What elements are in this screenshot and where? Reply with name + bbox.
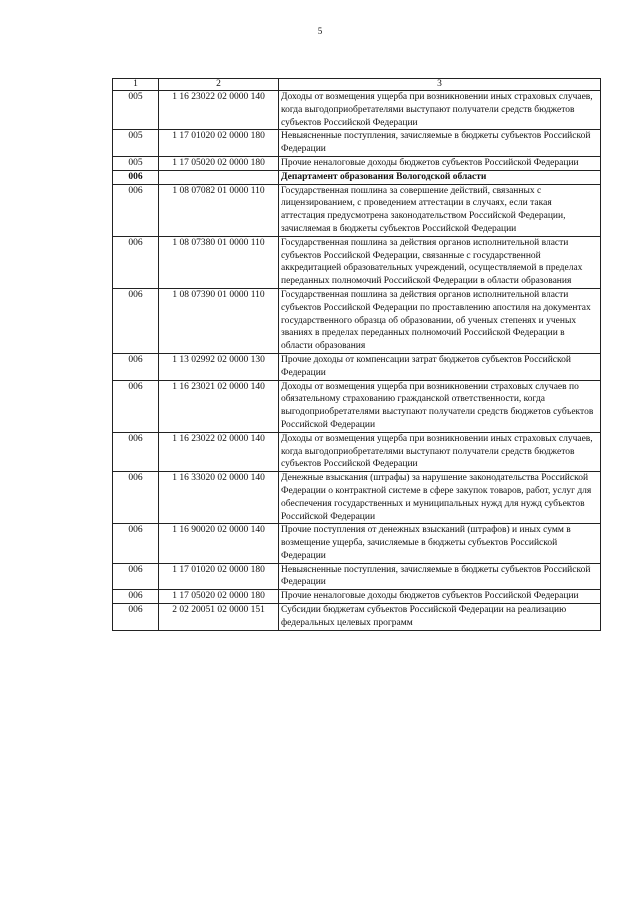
revenue-name-cell: Доходы от возмещения ущерба при возникновении иных страховых случаев, когда выгодоприобретателями выступают получатели средств бюджетов субъектов Российской Федерации	[279, 432, 601, 471]
budget-classification-code-cell: 1 16 23022 02 0000 140	[159, 91, 279, 130]
table-row	[113, 590, 601, 604]
revenue-name-cell: Денежные взыскания (штрафы) за нарушение законодательства Российской Федерации о контрактной системе в сфере закупок товаров, работ, услуг для обеспечения государственных и муниципальных нужд для нужд субъектов Российской Федерации	[279, 472, 601, 524]
revenue-name-cell: Государственная пошлина за действия органов исполнительной власти субъектов Российской Федерации, связанные с государственной аккредитацией образовательных учреждений, осуществляемой в пределах переданных полномочий Российской Федерации в области образования	[279, 236, 601, 288]
budget-classification-code-cell	[159, 170, 279, 184]
budget-classification-code-cell: 1 08 07380 01 0000 110	[159, 236, 279, 288]
table-row	[113, 380, 601, 432]
revenue-name-cell: Доходы от возмещения ущерба при возникновении иных страховых случаев, когда выгодоприобретателями выступают получатели средств бюджетов субъектов Российской Федерации	[279, 91, 601, 130]
budget-classification-code-cell: 1 17 05020 02 0000 180	[159, 156, 279, 170]
table-row	[113, 604, 601, 631]
budget-classification-code-cell: 1 16 23022 02 0000 140	[159, 432, 279, 471]
budget-classification-code-cell: 1 17 01020 02 0000 180	[159, 563, 279, 590]
table-row	[113, 524, 601, 563]
admin-code-cell: 006	[113, 380, 159, 432]
budget-classification-code-cell: 1 16 23021 02 0000 140	[159, 380, 279, 432]
budget-classification-code-cell: 1 16 33020 02 0000 140	[159, 472, 279, 524]
column-header-2: 2	[159, 79, 279, 91]
column-header-3: 3	[279, 79, 601, 91]
revenue-name-cell: Прочие доходы от компенсации затрат бюджетов субъектов Российской Федерации	[279, 353, 601, 380]
table-row	[113, 130, 601, 157]
table-row	[113, 156, 601, 170]
admin-code-cell: 006	[113, 432, 159, 471]
revenue-name-cell: Прочие поступления от денежных взысканий (штрафов) и иных сумм в возмещение ущерба, зачисляемые в бюджеты субъектов Российской Федерации	[279, 524, 601, 563]
budget-classification-code-cell: 1 13 02992 02 0000 130	[159, 353, 279, 380]
table-row	[113, 472, 601, 524]
admin-code-cell: 006	[113, 604, 159, 631]
admin-code-cell: 005	[113, 130, 159, 157]
admin-code-cell: 005	[113, 156, 159, 170]
table-row	[113, 184, 601, 236]
budget-classification-code-cell: 1 17 05020 02 0000 180	[159, 590, 279, 604]
admin-code-cell: 006	[113, 472, 159, 524]
admin-code-cell: 006	[113, 524, 159, 563]
table-row	[113, 353, 601, 380]
admin-code-cell: 006	[113, 170, 159, 184]
revenue-name-cell: Департамент образования Вологодской области	[279, 170, 601, 184]
column-header-1: 1	[113, 79, 159, 91]
revenue-name-cell: Невыясненные поступления, зачисляемые в бюджеты субъектов Российской Федерации	[279, 130, 601, 157]
budget-classification-code-cell: 2 02 20051 02 0000 151	[159, 604, 279, 631]
revenue-name-cell: Субсидии бюджетам субъектов Российской Федерации на реализацию федеральных целевых программ	[279, 604, 601, 631]
revenue-codes-table	[112, 78, 601, 631]
budget-classification-code-cell: 1 08 07082 01 0000 110	[159, 184, 279, 236]
admin-code-cell: 006	[113, 563, 159, 590]
admin-code-cell: 006	[113, 236, 159, 288]
table-row	[113, 563, 601, 590]
table-row	[113, 432, 601, 471]
revenue-name-cell: Государственная пошлина за совершение действий, связанных с лицензированием, с проведением аттестации в случаях, если такая аттестация предусмотрена законодательством Российской Федерации, зачисляемая в бюджеты субъектов Российской Федерации	[279, 184, 601, 236]
admin-code-cell: 006	[113, 353, 159, 380]
admin-code-cell: 006	[113, 288, 159, 353]
table-row	[113, 236, 601, 288]
department-heading-row	[113, 170, 601, 184]
budget-classification-code-cell: 1 16 90020 02 0000 140	[159, 524, 279, 563]
revenue-name-cell: Прочие неналоговые доходы бюджетов субъектов Российской Федерации	[279, 156, 601, 170]
admin-code-cell: 005	[113, 91, 159, 130]
budget-classification-code-cell: 1 08 07390 01 0000 110	[159, 288, 279, 353]
revenue-name-cell: Невыясненные поступления, зачисляемые в бюджеты субъектов Российской Федерации	[279, 563, 601, 590]
admin-code-cell: 006	[113, 184, 159, 236]
table-row	[113, 91, 601, 130]
revenue-name-cell: Прочие неналоговые доходы бюджетов субъектов Российской Федерации	[279, 590, 601, 604]
table-row	[113, 288, 601, 353]
revenue-name-cell: Государственная пошлина за действия органов исполнительной власти субъектов Российской Федерации по проставлению апостиля на документах государственного образца об образовании, об ученых степенях и ученых званиях в пределах переданных полномочий Российской Федерации в области образования	[279, 288, 601, 353]
revenue-name-cell: Доходы от возмещения ущерба при возникновении страховых случаев по обязательному страхованию гражданской ответственности, когда выгодоприобретателями выступают получатели средств бюджетов субъектов Российской Федерации	[279, 380, 601, 432]
page-number: 5	[317, 26, 323, 36]
table-header-row	[113, 79, 601, 91]
budget-classification-code-cell: 1 17 01020 02 0000 180	[159, 130, 279, 157]
admin-code-cell: 006	[113, 590, 159, 604]
table-body	[113, 91, 601, 631]
